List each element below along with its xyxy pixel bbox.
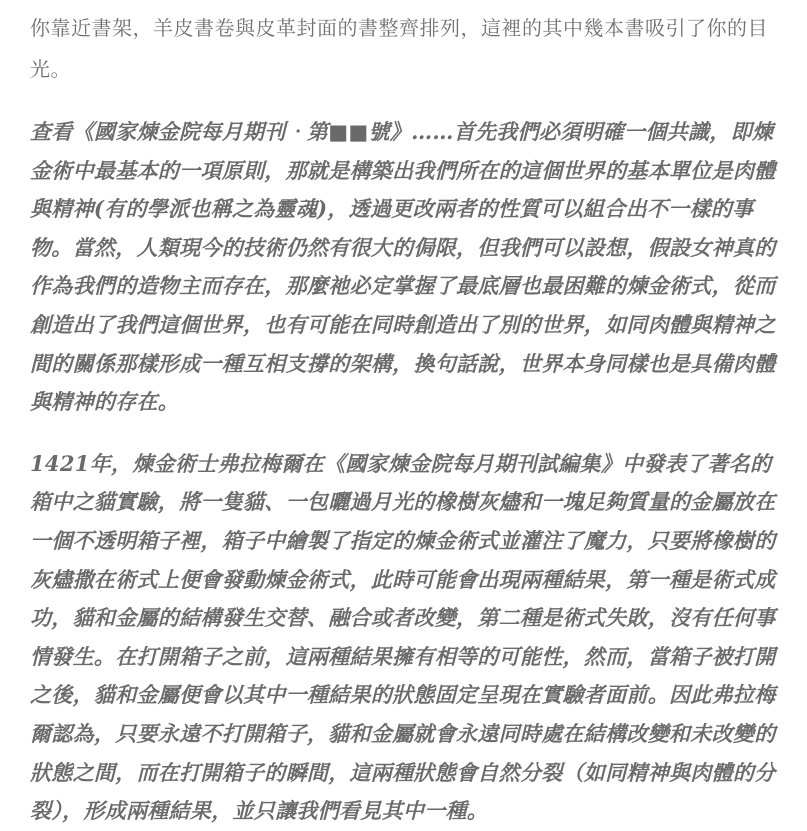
document-page — [30, 8, 780, 831]
experiment-paragraph: 1421年，煉金術士弗拉梅爾在《國家煉金院每月期刊試編集》中發表了著名的箱中之貓實驗，將一隻貓、一包曬過月光的橡樹灰燼和一塊足夠質量的金屬放在一個不透明箱子裡，箱子中繪製了指定的煉金術式並灌注了魔力，只要將橡樹的灰燼撒在術式上便會發動煉金術式，此時可能會出現兩種結果，第一種是術式成功，貓和金屬的結構發生交替、融合或者改變，第二種是術式失敗，沒有任何事情發生。在打開箱子之前，這兩種結果擁有相等的可能性，然而，當箱子被打開之後，貓和金屬便會以其中一種結果的狀態固定呈現在實驗者面前。因此弗拉梅爾認為，只要永遠不打開箱子，貓和金屬就會永遠同時處在結構改變和未改變的狀態之間，而在打開箱子的瞬間，這兩種狀態會自然分裂（如同精神與肉體的分裂），形成兩種結果，並只讓我們看見其中一種。 — [30, 450, 776, 824]
intro-paragraph: 你靠近書架，羊皮書卷與皮革封面的書整齊排列，這裡的其中幾本書吸引了你的目光。 — [30, 16, 768, 81]
journal-excerpt-paragraph: 查看《國家煉金院每月期刊‧第■■號》……首先我們必須明確一個共識，即煉金術中最基本的一項原則，那就是構築出我們所在的這個世界的基本單位是肉體與精神(有的學派也稱之為靈魂)，透過更改兩者的性質可以組合出不一樣的事物。當然，人類現今的技術仍然有很大的侷限，但我們可以設想，假設女神真的作為我們的造物主而存在，那麼祂必定掌握了最底層也最困難的煉金術式，從而創造出了我們這個世界，也有可能在同時創造出了別的世界，如同肉體與精神之間的關係那樣形成一種互相支撐的架構，換句話說，世界本身同樣也是具備肉體與精神的存在。 — [30, 119, 776, 415]
